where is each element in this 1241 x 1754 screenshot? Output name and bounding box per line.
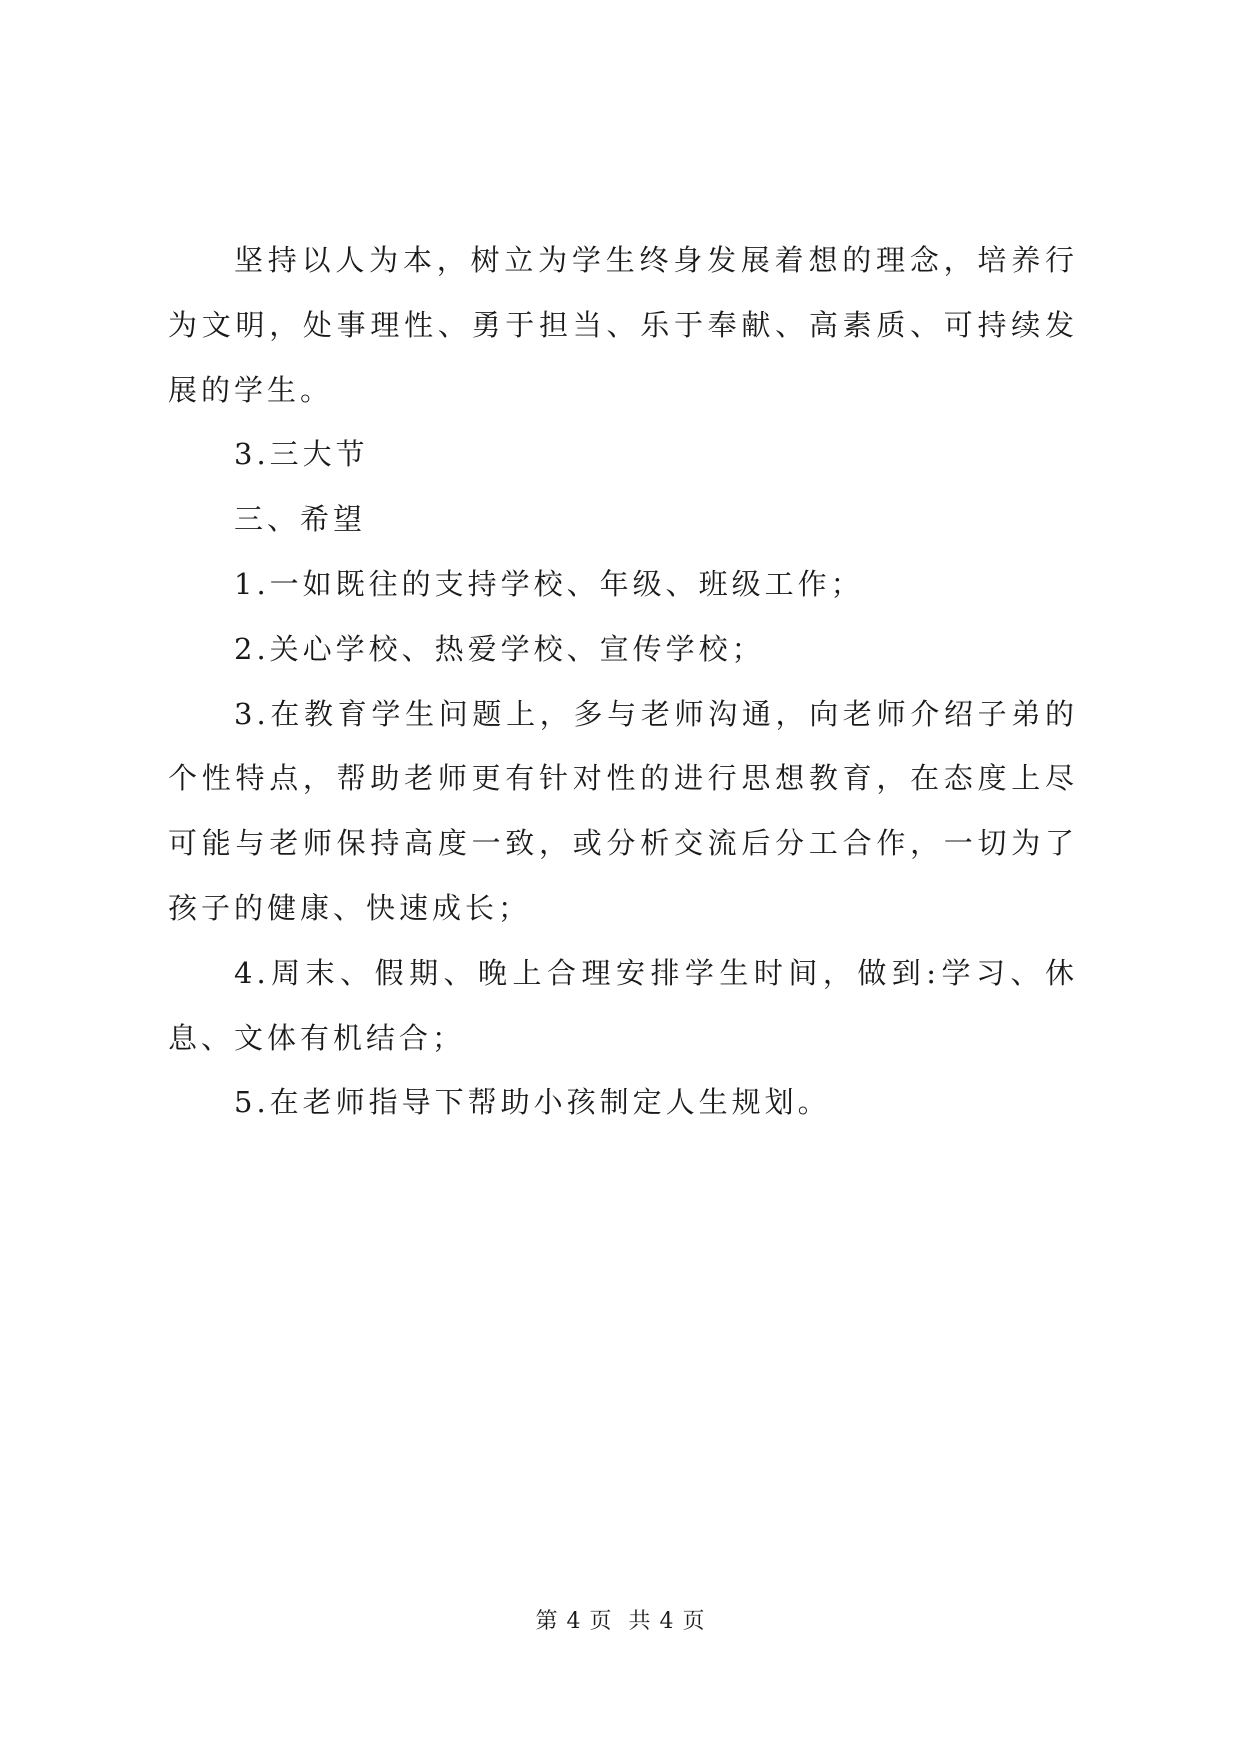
paragraph-4: 1.一如既往的支持学校、年级、班级工作；	[234, 566, 864, 601]
paragraph-5: 2.关心学校、热爱学校、宣传学校；	[234, 631, 765, 666]
paragraph-2: 3.三大节	[234, 437, 369, 472]
page-number-label: 第 4 页 共 4 页	[535, 1609, 706, 1634]
paragraph-8: 5.在老师指导下帮助小孩制定人生规划。	[234, 1085, 831, 1120]
page-footer	[0, 1604, 1241, 1635]
document-body	[168, 228, 1078, 1135]
paragraph-3: 三、希望	[234, 502, 367, 537]
paragraph-6: 3.在教育学生问题上，多与老师沟通，向老师介绍子弟的个性特点，帮助老师更有针对性的进行思想教育，在态度上尽可能与老师保持高度一致，或分析交流后分工合作，一切为了孩子的健康、快速成长；	[168, 696, 1078, 925]
paragraph-1: 坚持以人为本，树立为学生终身发展着想的理念，培养行为文明，处事理性、勇于担当、乐于奉献、高素质、可持续发展的学生。	[168, 243, 1078, 407]
paragraph-7: 4.周末、假期、晚上合理安排学生时间，做到:学习、休息、文体有机结合；	[168, 955, 1078, 1055]
